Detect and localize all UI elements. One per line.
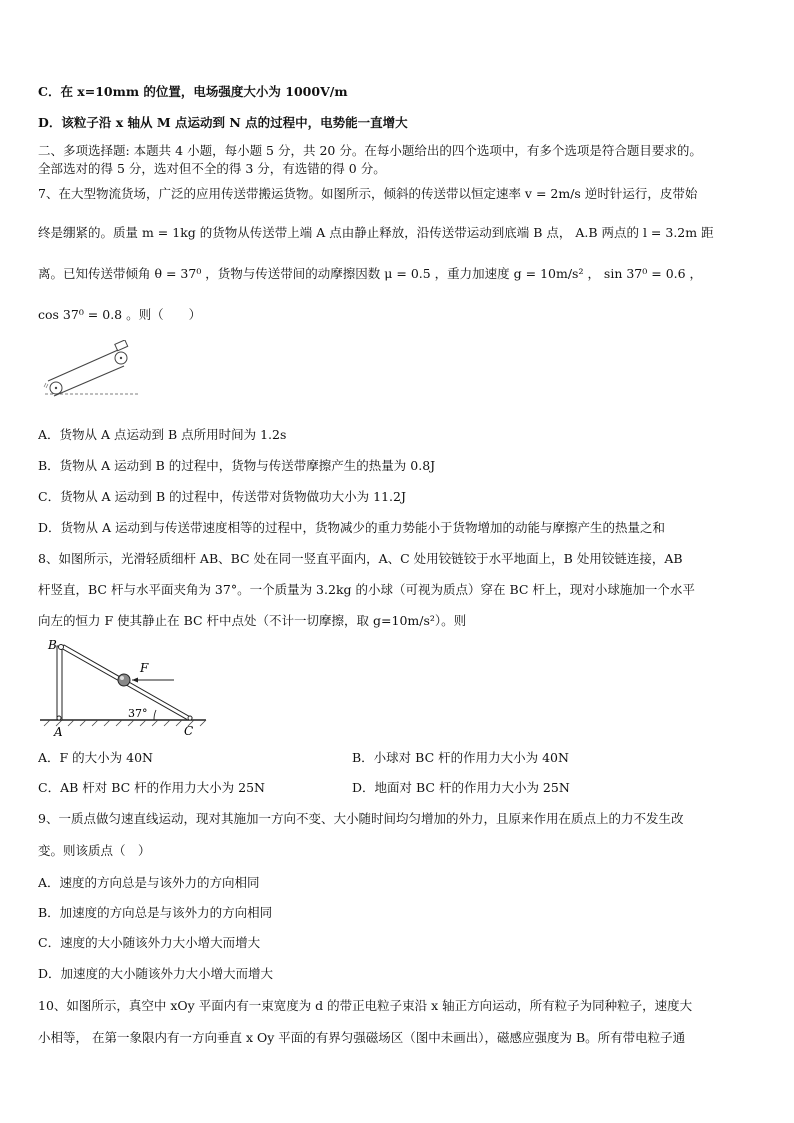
rod-figure [38,638,210,738]
hatch-mark [46,384,48,388]
section2-heading-line2: 全部选对的得 5 分，选对但不全的得 3 分，有选错的得 0 分。 [38,161,386,176]
q9-option-d: D．加速度的大小随该外力大小增大而增大 [38,966,274,981]
ground-hatch [68,720,74,726]
ground-hatch [164,720,170,726]
section2-heading-line1: 二、多项选择题: 本题共 4 小题，每小题 5 分，共 20 分。在每小题给出的四个选项中，有多个选项是符合题目要求的。 [38,143,702,158]
conveyor-belt-figure [42,340,142,402]
ground-hatch [176,720,182,726]
q8-stem-line3: 向左的恒力 F 使其静止在 BC 杆中点处（不计一切摩擦，取 g=10m/s²）。则 [38,613,467,628]
q9-stem-line1: 9、一质点做匀速直线运动，现对其施加一方向不变、大小随时间均匀增加的外力，且原来作用在质点上的力不发生改 [38,811,684,826]
ground-hatch [92,720,98,726]
cargo-box [115,340,128,351]
q8-option-b: B．小球对 BC 杆的作用力大小为 40N [352,750,569,765]
angle-arc [154,710,156,720]
force-arrow-head [132,678,138,683]
q9-stem-line2: 变。则该质点（ ） [38,843,151,858]
ground-hatch [140,720,146,726]
q7-option-c: C．货物从 A 运动到 B 的过程中，传送带对货物做功大小为 11.2J [38,489,406,504]
ball-highlight [120,676,124,680]
q7-stem-line3: 离。已知传送带倾角 θ = 37⁰ ，货物与传送带间的动摩擦因数 μ = 0.5 ，重力加速度 g = 10m/s² ， sin 37⁰ = 0.6 ， [38,266,703,281]
label-angle: 37° [128,707,148,720]
q10-stem-line1: 10、如图所示，真空中 xOy 平面内有一束宽度为 d 的带正电粒子束沿 x 轴正方向运动，所有粒子为同种粒子，速度大 [38,998,693,1013]
q10-stem-line2: 小相等， 在第一象限内有一方向垂直 x Oy 平面的有界匀强磁场区（图中未画出），磁感应强度为 B。所有带电粒子通 [38,1030,686,1045]
bottom-pulley-axle [55,387,57,389]
ground-hatch [44,720,50,726]
q8-stem-line2: 杆竖直，BC 杆与水平面夹角为 37°。一个质量为 3.2kg 的小球（可视为质点）穿在 BC 杆上，现对小球施加一个水平 [38,582,695,597]
rod-ab [57,646,62,720]
label-b: B [48,638,57,652]
q7-stem-line1: 7、在大型物流货场，广泛的应用传送带搬运货物。如图所示，倾斜的传送带以恒定速率 v = 2m/s 逆时针运行，皮带始 [38,186,698,201]
q8-stem-line1: 8、如图所示，光滑轻质细杆 AB、BC 处在同一竖直平面内，A、C 处用铰链铰于水平地面上，B 处用铰链连接，AB [38,551,683,566]
q8-option-d: D．地面对 BC 杆的作用力大小为 25N [352,780,570,795]
ground-hatch [116,720,122,726]
hatch-mark [44,383,46,387]
hinge-a [57,716,61,720]
hinge-c [188,716,192,720]
ground-hatch [152,720,158,726]
q8-options-row1 [38,750,760,766]
q6-option-c: C．在 x=10mm 的位置，电场强度大小为 1000V/m [38,84,348,99]
label-f: F [140,661,149,675]
q8-options-row2 [38,780,760,796]
top-pulley-axle [120,357,122,359]
q7-stem-line2: 终是绷紧的。质量 m = 1kg 的货物从传送带上端 A 点由静止释放，沿传送带运动到底端 B 点， A.B 两点的 l = 3.2m 距 [38,225,714,240]
label-c: C [184,724,194,738]
q9-option-c: C．速度的大小随该外力大小增大而增大 [38,935,261,950]
ground-hatch [200,720,206,726]
belt-bottom-edge [54,366,124,396]
q6-option-d: D．该粒子沿 x 轴从 M 点运动到 N 点的过程中，电势能一直增大 [38,115,408,130]
label-a: A [54,725,63,738]
belt-top-edge [48,350,118,381]
q7-stem-line4: cos 37⁰ = 0.8 。则（ ） [38,307,202,322]
q7-option-d: D．货物从 A 运动到与传送带速度相等的过程中，货物减少的重力势能小于货物增加的动能与摩擦产生的热量之和 [38,520,665,535]
ball [118,674,130,686]
q8-option-c: C．AB 杆对 BC 杆的作用力大小为 25N [38,780,265,795]
q9-option-b: B．加速度的方向总是与该外力的方向相同 [38,905,273,920]
ground-hatch [128,720,134,726]
ground-hatch [104,720,110,726]
ground-hatch [80,720,86,726]
q9-option-a: A．速度的方向总是与该外力的方向相同 [38,875,260,890]
hinge-b [59,645,64,650]
q7-option-a: A．货物从 A 点运动到 B 点所用时间为 1.2s [38,427,287,442]
q8-option-a: A．F 的大小为 40N [38,750,153,765]
q7-option-b: B．货物从 A 运动到 B 的过程中，货物与传送带摩擦产生的热量为 0.8J [38,458,436,473]
